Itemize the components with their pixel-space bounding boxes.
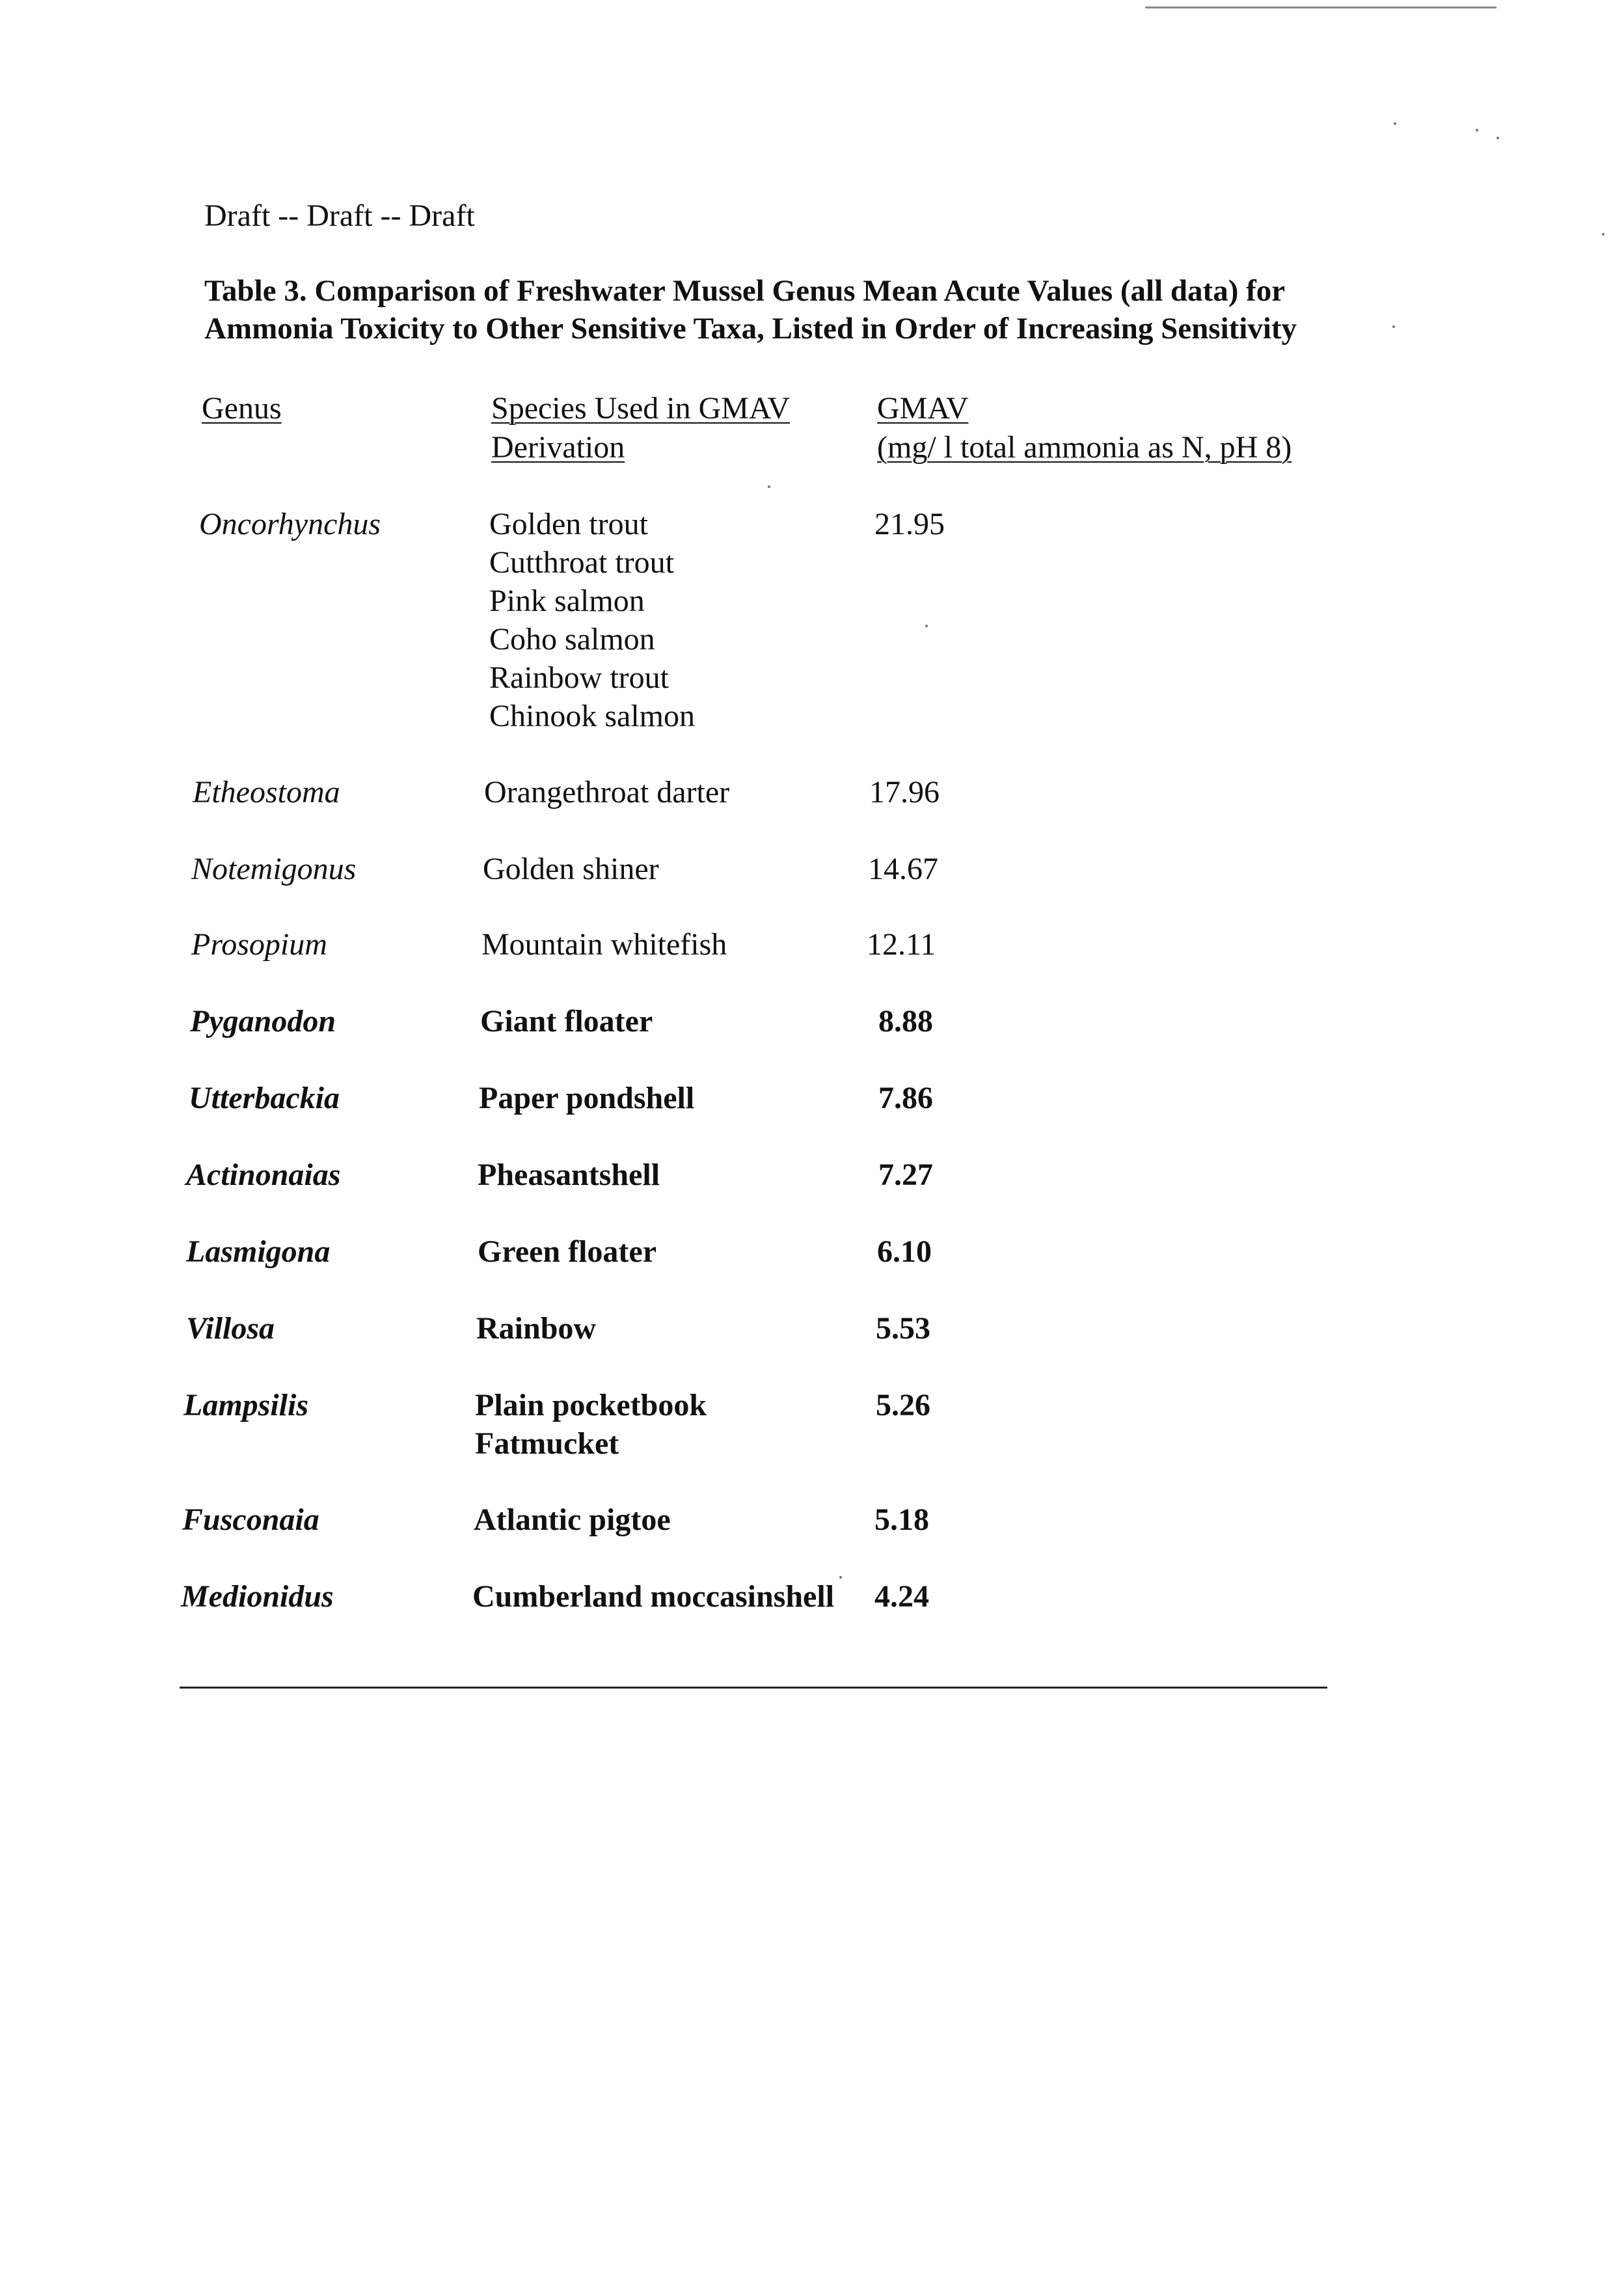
species-name: Chinook salmon bbox=[489, 699, 696, 733]
scan-speck bbox=[1496, 137, 1499, 139]
species-cell bbox=[476, 1309, 596, 1348]
species-name: Cumberland moccasinshell bbox=[472, 1579, 835, 1614]
species-name: Giant floater bbox=[480, 1004, 653, 1039]
scan-speck bbox=[1602, 233, 1604, 236]
species-name: Golden trout bbox=[489, 507, 648, 541]
column-header-genus: Genus bbox=[202, 391, 282, 426]
species-name: Pheasantshell bbox=[478, 1158, 660, 1192]
species-name: Atlantic pigtoe bbox=[474, 1502, 671, 1537]
scan-speck bbox=[839, 1576, 842, 1579]
scan-speck bbox=[768, 485, 770, 488]
species-cell bbox=[484, 773, 729, 811]
species-cell bbox=[489, 505, 695, 735]
column-header-gmav-line-1: GMAV bbox=[877, 391, 969, 426]
gmav-cell: 7.27 bbox=[878, 1158, 933, 1192]
scan-speck bbox=[925, 625, 928, 627]
species-cell bbox=[483, 850, 659, 888]
genus-cell: Notemigonus bbox=[191, 852, 357, 886]
genus-cell: Prosopium bbox=[191, 927, 327, 962]
species-name: Coho salmon bbox=[489, 622, 655, 657]
genus-cell: Etheostoma bbox=[193, 775, 340, 809]
table-title-line-2: Ammonia Toxicity to Other Sensitive Taxa, Listed in Order of Increasing Sensitivity bbox=[204, 312, 1297, 346]
genus-cell: Actinonaias bbox=[186, 1158, 341, 1192]
species-name: Paper pondshell bbox=[479, 1081, 695, 1115]
species-cell bbox=[474, 1501, 671, 1539]
species-cell bbox=[481, 925, 727, 964]
species-name: Golden shiner bbox=[483, 852, 659, 886]
gmav-cell: 12.11 bbox=[867, 927, 936, 962]
species-name: Cutthroat trout bbox=[489, 545, 674, 580]
gmav-cell: 4.24 bbox=[874, 1579, 929, 1614]
genus-cell: Lasmigona bbox=[186, 1234, 331, 1269]
species-cell bbox=[479, 1079, 694, 1117]
gmav-cell: 5.18 bbox=[874, 1502, 929, 1537]
gmav-cell: 21.95 bbox=[874, 507, 945, 541]
species-name: Orangethroat darter bbox=[484, 775, 730, 809]
genus-cell: Lampsilis bbox=[183, 1388, 309, 1422]
species-cell bbox=[480, 1002, 653, 1040]
column-header-gmav-line-2: (mg/ l total ammonia as N, pH 8) bbox=[877, 430, 1292, 465]
genus-cell: Utterbackia bbox=[189, 1081, 340, 1115]
species-name: Plain pocketbook bbox=[475, 1388, 707, 1422]
species-name: Mountain whitefish bbox=[481, 927, 727, 962]
gmav-cell: 7.86 bbox=[878, 1081, 933, 1115]
column-header-species-line-1: Species Used in GMAV bbox=[491, 391, 791, 426]
species-name: Fatmucket bbox=[475, 1426, 619, 1461]
draft-header: Draft -- Draft -- Draft bbox=[204, 198, 475, 233]
species-cell bbox=[478, 1156, 660, 1194]
gmav-cell: 5.26 bbox=[876, 1388, 930, 1422]
species-name: Green floater bbox=[478, 1234, 656, 1269]
species-cell bbox=[475, 1386, 707, 1463]
column-header-species-line-2: Derivation bbox=[491, 430, 625, 465]
species-cell bbox=[472, 1577, 834, 1616]
scan-speck bbox=[1392, 325, 1395, 328]
genus-cell: Fusconaia bbox=[182, 1502, 319, 1537]
table-bottom-rule bbox=[180, 1687, 1327, 1689]
genus-cell: Pyganodon bbox=[190, 1004, 336, 1039]
species-name: Rainbow bbox=[476, 1311, 597, 1346]
species-name: Rainbow trout bbox=[489, 660, 669, 695]
gmav-cell: 14.67 bbox=[868, 852, 938, 886]
gmav-cell: 6.10 bbox=[877, 1234, 932, 1269]
species-name: Pink salmon bbox=[489, 584, 645, 618]
scan-speck bbox=[1476, 129, 1478, 131]
gmav-cell: 5.53 bbox=[876, 1311, 930, 1346]
species-cell bbox=[478, 1232, 656, 1271]
gmav-cell: 17.96 bbox=[869, 775, 940, 809]
scan-speck bbox=[1394, 122, 1396, 125]
genus-cell: Medionidus bbox=[181, 1579, 334, 1614]
genus-cell: Villosa bbox=[186, 1311, 275, 1346]
table-title-line-1: Table 3. Comparison of Freshwater Mussel Genus Mean Acute Values (all data) for bbox=[204, 274, 1286, 308]
genus-cell: Oncorhynchus bbox=[199, 507, 381, 541]
gmav-cell: 8.88 bbox=[878, 1004, 933, 1039]
